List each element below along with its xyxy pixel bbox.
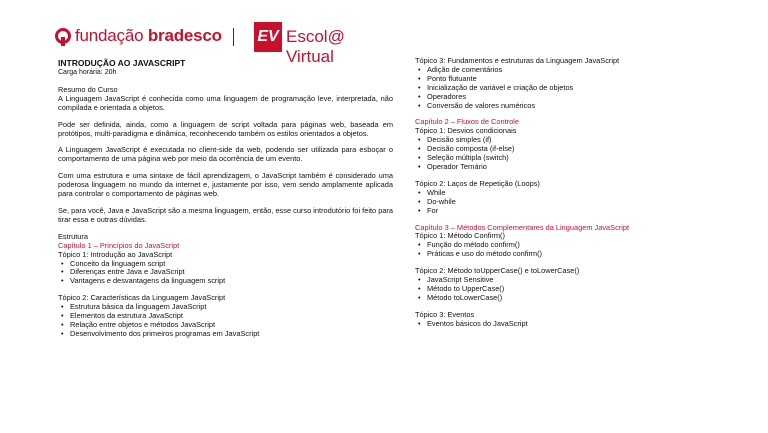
topic-heading: Tópico 1: Método Confirm() <box>415 231 505 241</box>
list-item: • While <box>427 189 715 198</box>
list-item: • Método to UpperCase() <box>427 285 715 294</box>
list-item: • Diferenças entre Java e JavaScript <box>70 268 393 277</box>
summary-paragraph: A Linguagem JavaScript é conhecida como uma linguagem de programação leve, interpretada, não compilada e orientada a objetos. <box>58 93 393 112</box>
topic-list <box>415 136 715 172</box>
escola-virtual-ev-icon: EV <box>254 22 282 52</box>
list-item: • JavaScript Sensitive <box>427 276 715 285</box>
list-item: • Práticas e uso do método confirm() <box>427 250 715 259</box>
topic-list <box>58 303 393 339</box>
list-item: • Relação entre objetos e métodos JavaScript <box>70 321 393 330</box>
list-item: • Operadores <box>427 93 715 102</box>
list-item: • Inicialização de variável e criação de objetos <box>427 84 715 93</box>
list-item: • Estrutura básica da linguagem JavaScript <box>70 303 393 312</box>
topic-list <box>415 241 715 259</box>
list-item: • Elementos da estrutura JavaScript <box>70 312 393 321</box>
summary-paragraph: Pode ser definida, ainda, como a linguagem de script voltada para páginas web, baseada em protótipos, multi-paradigma e dinâmica, reconhecendo também os estilos orientados a objetos. <box>58 119 393 138</box>
list-item: • Do-while <box>427 198 715 207</box>
summary-heading: Resumo do Curso <box>58 84 118 94</box>
left-column <box>58 58 393 339</box>
right-column <box>415 57 715 329</box>
list-item: • Decisão composta (if-else) <box>427 145 715 154</box>
topic-heading: Tópico 3: Eventos <box>415 309 475 319</box>
list-item: • Desenvolvimento dos primeiros programas em JavaScript <box>70 330 393 339</box>
chapter-3-heading: Capítulo 3 – Métodos Complementares da Linguagem JavaScript <box>415 222 630 232</box>
list-item: • Conceito da linguagem script <box>70 260 393 269</box>
list-item: • Decisão simples (if) <box>427 136 715 145</box>
list-item: • Eventos básicos do JavaScript <box>427 320 715 329</box>
topic-heading: Tópico 1: Desvios condicionais <box>415 126 517 136</box>
structure-heading: Estrutura <box>58 231 88 241</box>
fundacao-bradesco-wordmark: fundação bradesco <box>75 26 222 45</box>
logo-divider <box>233 28 234 46</box>
bradesco-tree-icon <box>55 28 71 44</box>
summary-paragraph: A Linguagem JavaScript é executada no client-side da web, podendo ser utilizada para esboçar o comportamento de uma página web por meio da ocorrência de um evento. <box>58 145 393 164</box>
list-item: • Método toLowerCase() <box>427 294 715 303</box>
summary-paragraph: Se, para você, Java e JavaScript são a mesma linguagem, então, esse curso introdutório foi feito para tirar essa e outras dúvidas. <box>58 205 393 224</box>
topic-list <box>415 189 715 216</box>
topic-heading: Tópico 2: Método toUpperCase() e toLowerCase() <box>415 266 580 276</box>
escola-virtual-wordmark: Escol@ Virtual <box>286 27 345 66</box>
topic-heading: Tópico 2: Laços de Repetição (Loops) <box>415 178 540 188</box>
chapter-1-heading: Capítulo 1 – Princípios do JavaScript <box>58 240 180 250</box>
topic-list <box>415 276 715 303</box>
list-item: • For <box>427 207 715 216</box>
summary-paragraph: Com uma estrutura e uma sintaxe de fácil aprendizagem, o JavaScript também é considerado uma poderosa linguagem no mundo da internet e, justamente por isso, vem sendo amplamente aplicada para controlar o comportamento de páginas web. <box>58 171 393 199</box>
list-item: • Adição de comentários <box>427 66 715 75</box>
topic-list <box>58 260 393 287</box>
list-item: • Operador Ternário <box>427 163 715 172</box>
fundacao-bradesco-logo <box>55 26 222 46</box>
list-item: • Ponto flutuante <box>427 75 715 84</box>
course-title: INTRODUÇÃO AO JAVASCRIPT <box>58 58 186 68</box>
topic-list <box>415 320 715 329</box>
topic-heading: Tópico 3: Fundamentos e estruturas da Linguagem JavaScript <box>415 56 620 65</box>
course-workload: Carga horária: 20h <box>58 69 117 76</box>
list-item: • Seleção múltipla (switch) <box>427 154 715 163</box>
topic-heading: Tópico 2: Características da Linguagem JavaScript <box>58 293 226 303</box>
list-item: • Conversão de valores numéricos <box>427 102 715 111</box>
list-item: • Vantagens e desvantagens da linguagem script <box>70 277 393 286</box>
topic-list <box>415 66 715 111</box>
chapter-2-heading: Capítulo 2 – Fluxos de Controle <box>415 117 519 127</box>
list-item: • Função do método confirm() <box>427 241 715 250</box>
topic-heading: Tópico 1: Introdução ao JavaScript <box>58 249 173 259</box>
